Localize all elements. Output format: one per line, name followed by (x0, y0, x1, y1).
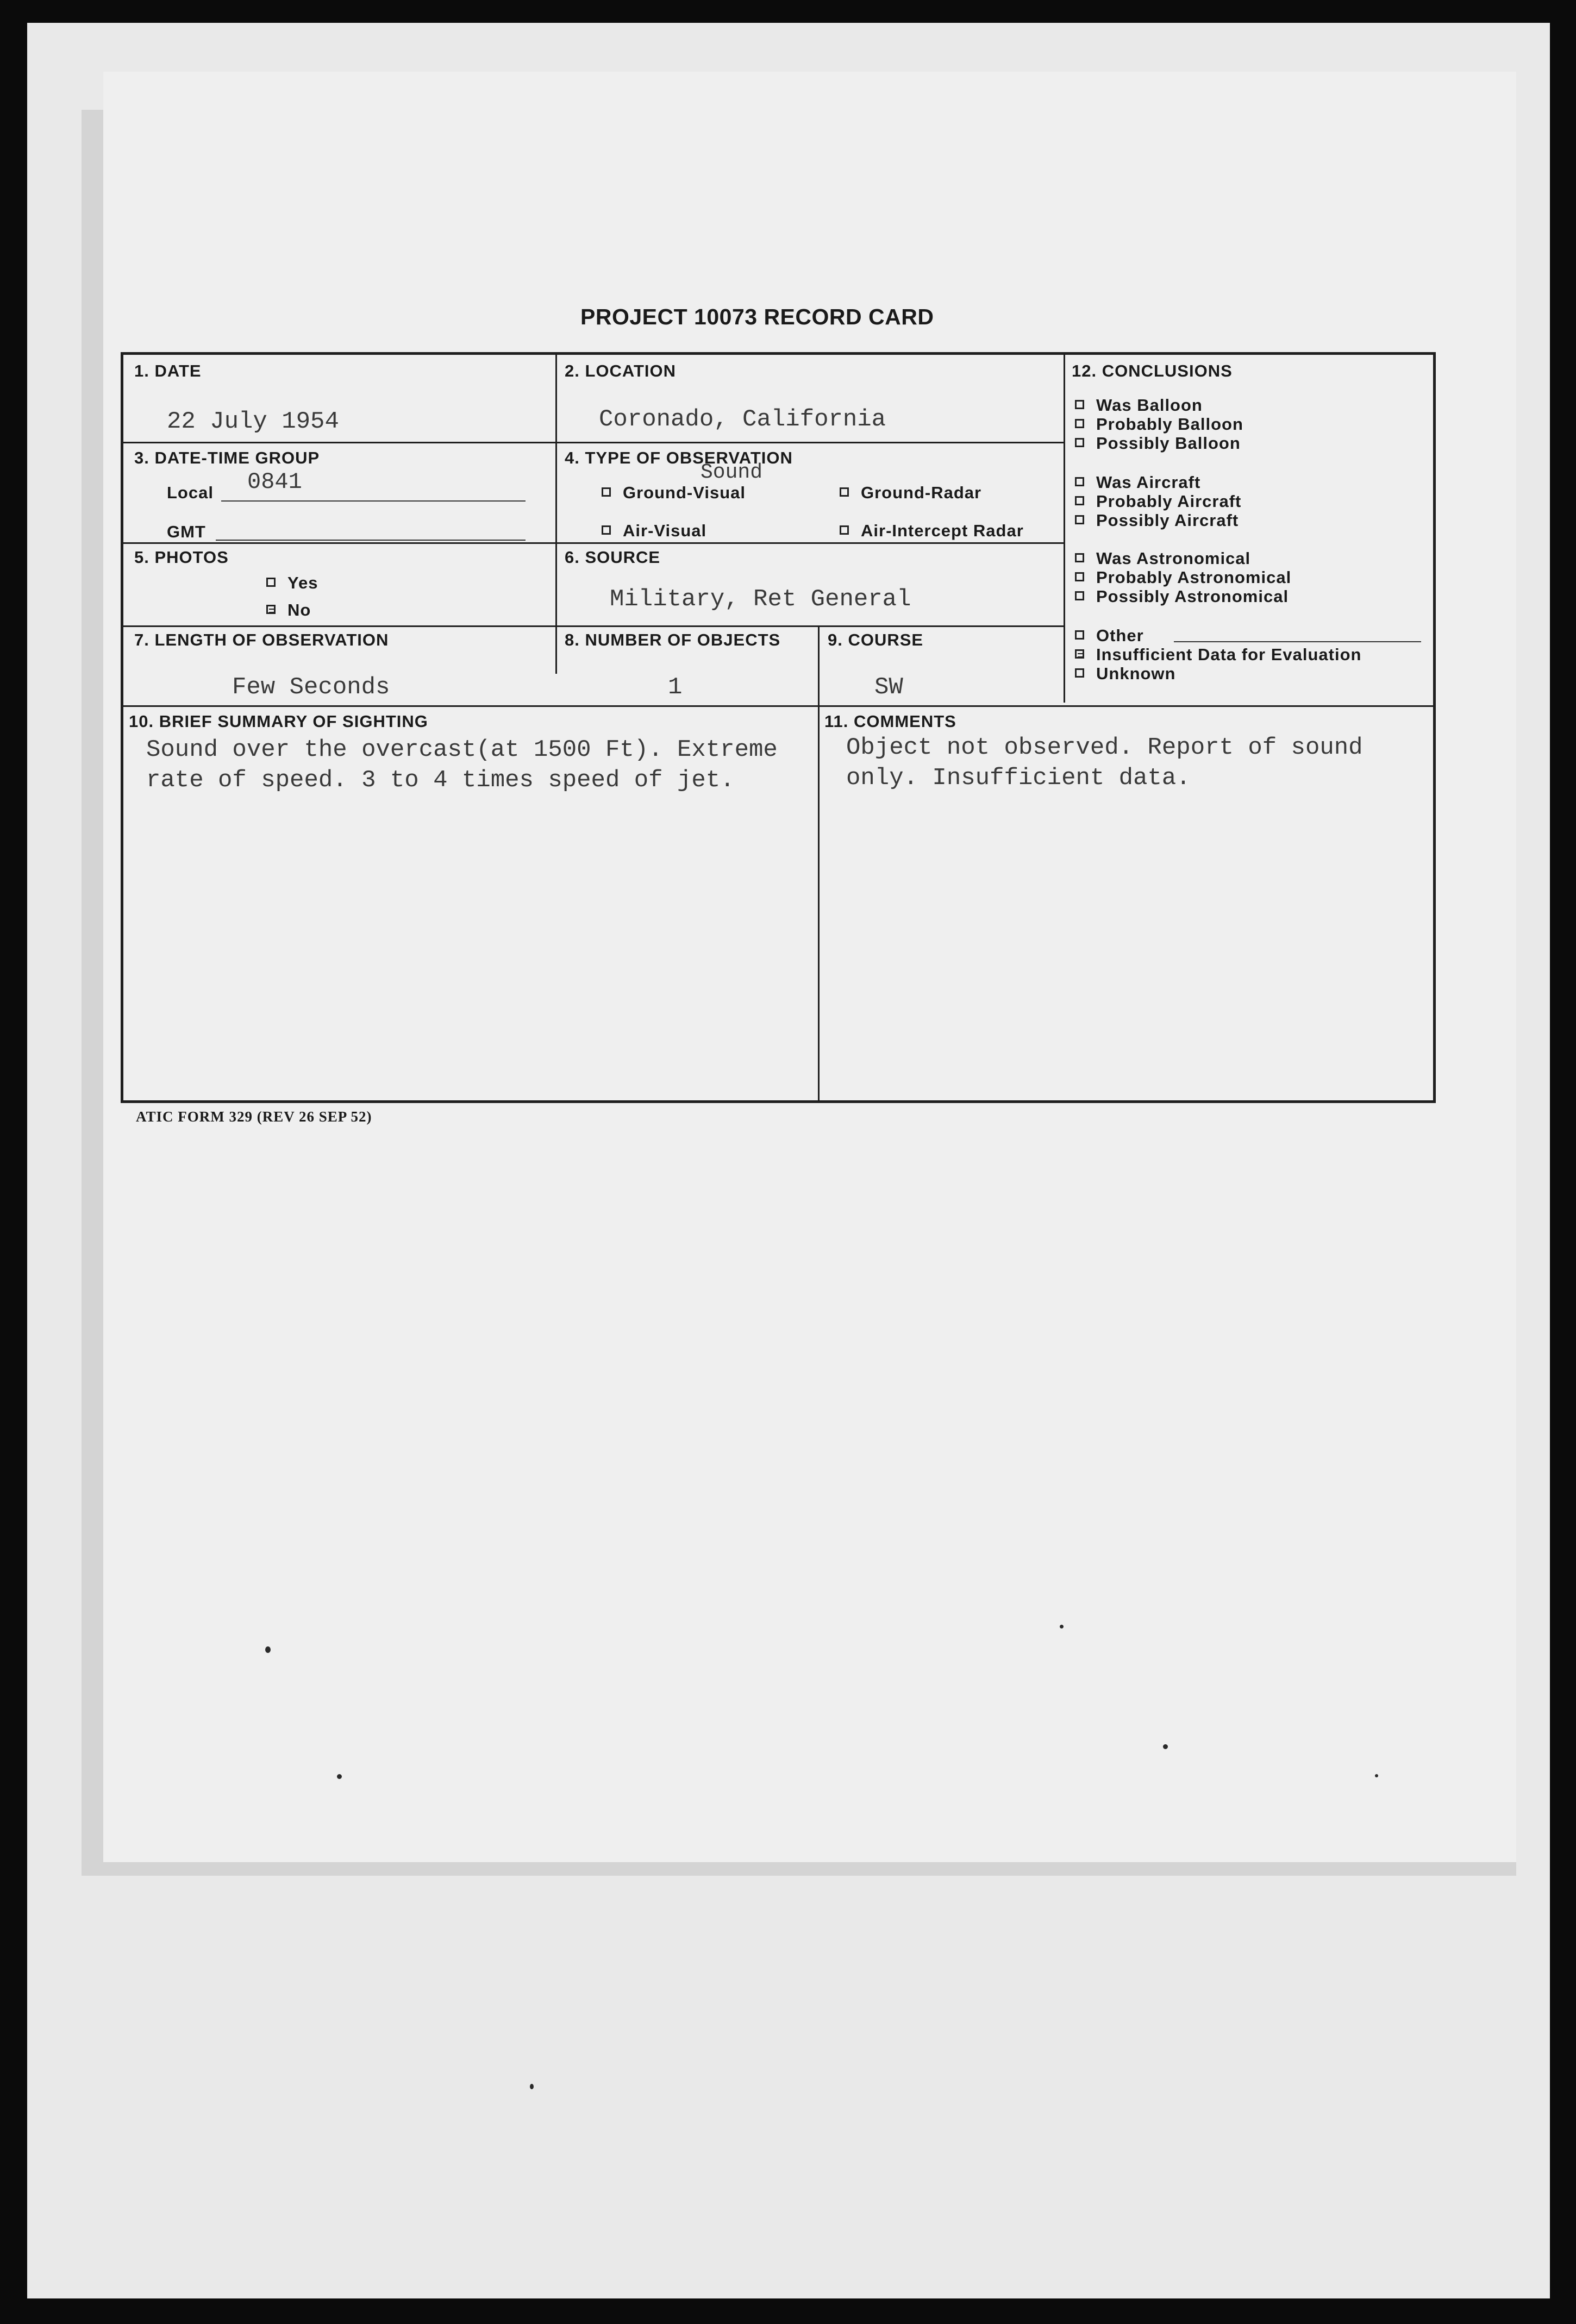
photos-option-yes: Yes (266, 573, 318, 593)
checkbox-possibly-astronomical (1075, 591, 1084, 600)
conclusion-other: Other (1075, 626, 1144, 646)
photos-label: 5. PHOTOS (134, 548, 229, 567)
summary-line-1: Sound over the overcast(at 1500 Ft). Extreme (146, 736, 778, 763)
photos-option-no: No (266, 600, 311, 620)
length-of-observation-value: Few Seconds (232, 674, 390, 701)
checkbox-probably-balloon (1075, 419, 1084, 428)
comments-label: 11. COMMENTS (824, 712, 956, 731)
number-of-objects-value: 1 (668, 674, 683, 701)
option-ground-visual: Ground-Visual (602, 483, 746, 503)
conclusion-possibly-astronomical: Possibly Astronomical (1075, 587, 1289, 606)
conclusion-was-balloon: Was Balloon (1075, 396, 1203, 415)
course-value: SW (874, 674, 903, 701)
checkbox-probably-aircraft (1075, 496, 1084, 505)
checkbox-insufficient-data (1075, 649, 1084, 659)
length-of-observation-label: 7. LENGTH OF OBSERVATION (134, 630, 389, 649)
conclusion-probably-aircraft: Probably Aircraft (1075, 492, 1241, 511)
conclusion-possibly-aircraft: Possibly Aircraft (1075, 511, 1239, 530)
conclusion-probably-balloon: Probably Balloon (1075, 415, 1243, 434)
source-value: Military, Ret General (610, 586, 911, 613)
summary-line-2: rate of speed. 3 to 4 times speed of jet. (146, 767, 735, 794)
conclusion-possibly-balloon: Possibly Balloon (1075, 434, 1241, 453)
checkbox-ground-radar (840, 487, 849, 497)
checkbox-air-visual (602, 525, 611, 535)
scan-speck (1375, 1774, 1378, 1777)
course-label: 9. COURSE (828, 630, 924, 649)
other-underline (1174, 641, 1421, 642)
scan-speck (1163, 1744, 1168, 1749)
gmt-label: GMT (167, 522, 206, 541)
checkbox-was-aircraft (1075, 477, 1084, 486)
conclusions-label: 12. CONCLUSIONS (1072, 361, 1233, 380)
option-air-visual: Air-Visual (602, 521, 706, 541)
conclusion-was-astronomical: Was Astronomical (1075, 549, 1250, 568)
local-time-value: 0841 (247, 469, 302, 495)
handwritten-note-sound: Sound (701, 461, 763, 484)
date-time-group-label: 3. DATE-TIME GROUP (134, 448, 320, 467)
scan-speck (337, 1774, 342, 1779)
date-value: 22 July 1954 (167, 408, 339, 435)
number-of-objects-label: 8. NUMBER OF OBJECTS (565, 630, 781, 649)
checkbox-possibly-balloon (1075, 438, 1084, 447)
record-card-form (121, 352, 1436, 1103)
option-air-intercept-radar: Air-Intercept Radar (840, 521, 1024, 541)
checkbox-air-intercept-radar (840, 525, 849, 535)
checkbox-other (1075, 630, 1084, 640)
location-label: 2. LOCATION (565, 361, 677, 380)
scan-speck (1060, 1625, 1064, 1628)
comments-line-2: only. Insufficient data. (846, 765, 1191, 792)
checkbox-was-astronomical (1075, 553, 1084, 562)
option-ground-radar: Ground-Radar (840, 483, 981, 503)
form-id: ATIC FORM 329 (REV 26 SEP 52) (136, 1108, 372, 1125)
card-title: PROJECT 10073 RECORD CARD (580, 304, 934, 329)
type-of-observation-label: 4. TYPE OF OBSERVATION (565, 448, 793, 467)
checkbox-possibly-aircraft (1075, 515, 1084, 524)
checkbox-photos-yes (266, 578, 276, 587)
checkbox-probably-astronomical (1075, 572, 1084, 581)
local-time-label: Local (167, 483, 214, 502)
checkbox-photos-no (266, 605, 276, 614)
date-label: 1. DATE (134, 361, 202, 380)
comments-line-1: Object not observed. Report of sound (846, 734, 1363, 761)
checkbox-ground-visual (602, 487, 611, 497)
summary-label: 10. BRIEF SUMMARY OF SIGHTING (129, 712, 428, 731)
conclusion-insufficient-data: Insufficient Data for Evaluation (1075, 645, 1361, 665)
conclusion-was-aircraft: Was Aircraft (1075, 473, 1200, 492)
checkbox-unknown (1075, 668, 1084, 678)
checkbox-was-balloon (1075, 400, 1084, 409)
location-value: Coronado, California (599, 406, 886, 433)
conclusion-probably-astronomical: Probably Astronomical (1075, 568, 1291, 587)
source-label: 6. SOURCE (565, 548, 661, 567)
scan-speck (265, 1646, 271, 1653)
conclusion-unknown: Unknown (1075, 664, 1176, 684)
scan-speck (530, 2084, 534, 2089)
